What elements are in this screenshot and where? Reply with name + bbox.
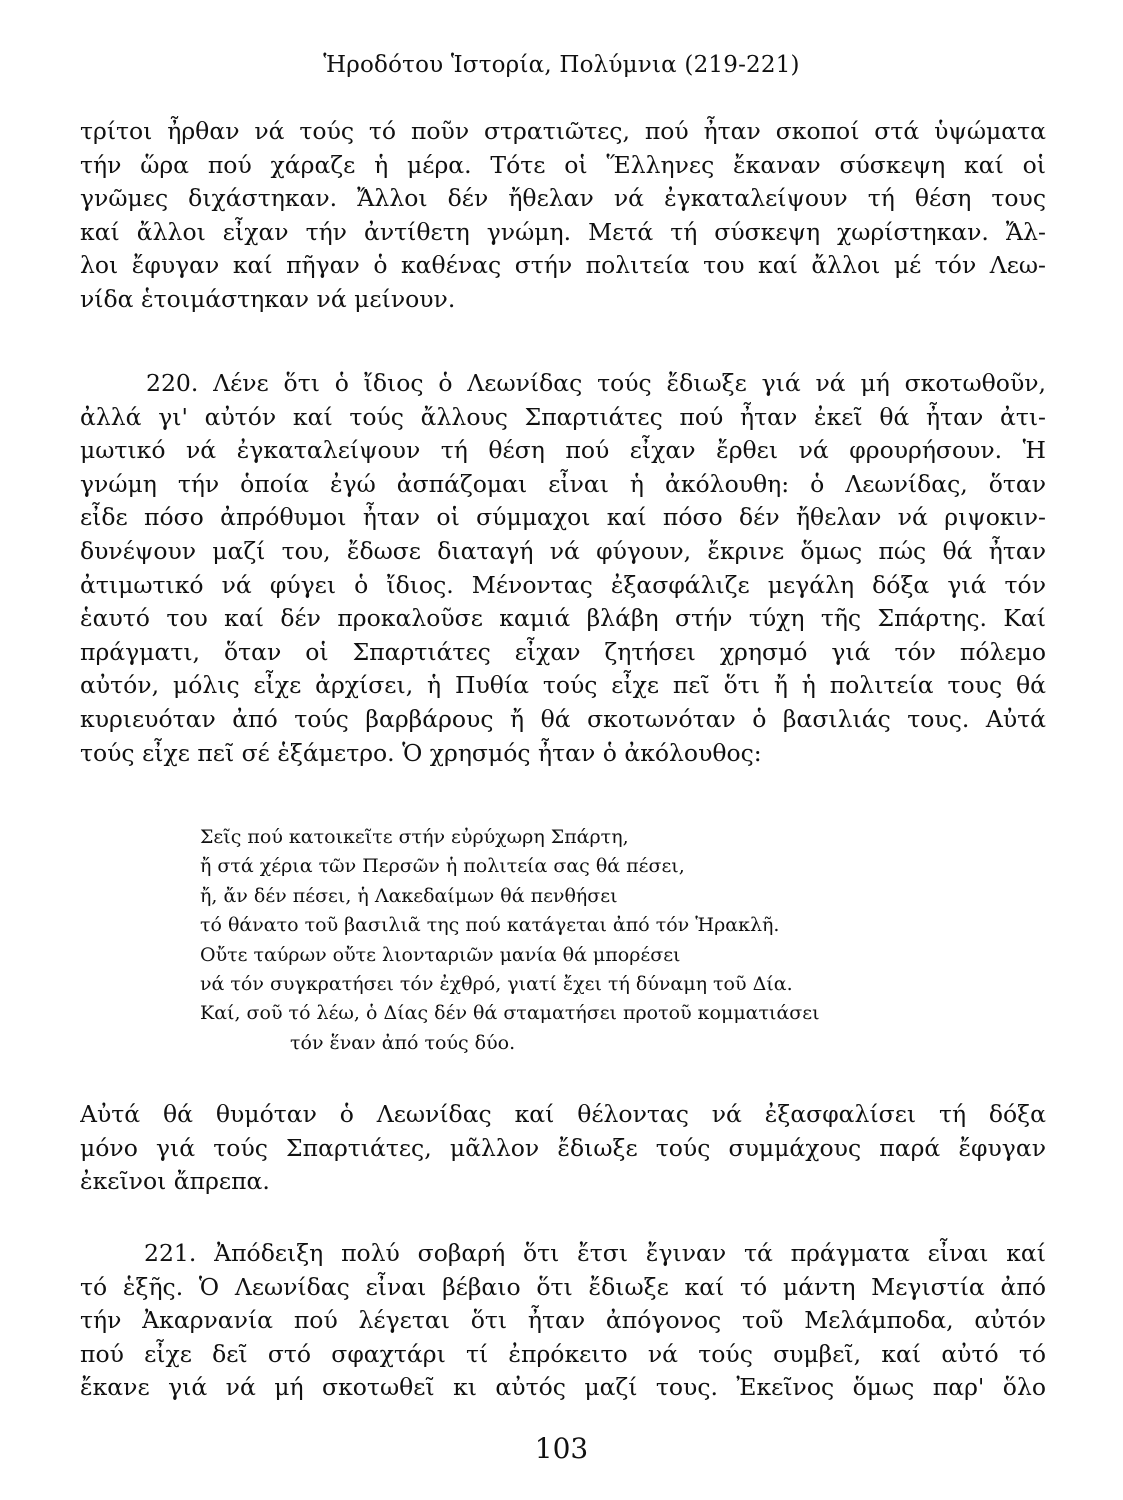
text-line: 221. Ἀπόδειξη πολύ σοβαρή ὅτι ἔτσι ἔγιναν τά πράγματα εἶναι καί [144,1239,1046,1267]
text-line: 220. Λένε ὅτι ὁ ἴδιος ὁ Λεωνίδας τούς ἔδιωξε γιά νά μή σκοτωθοῦν, [146,369,1046,397]
text-line: εἶδε πόσο ἀπρόθυμοι ἦταν οἱ σύμμαχοι καί πόσο δέν ἤθελαν νά ριψοκιν- [80,503,1046,532]
text-line: δυνέψουν μαζί του, ἔδωσε διαταγή νά φύγουν, ἔκρινε ὅμως πώς θά ἦταν [80,536,1046,565]
text-line: τό ἑξῆς. Ὁ Λεωνίδας εἶναι βέβαιο ὅτι ἔδιωξε καί τό μάντη Μεγιστία ἀπό [80,1272,1046,1301]
text-line: γνώμη τήν ὁποία ἐγώ ἀσπάζομαι εἶναι ἡ ἀκόλουθη: ὁ Λεωνίδας, ὅταν [80,469,1046,498]
text-line: ἀτιμωτικό νά φύγει ὁ ἴδιος. Μένοντας ἐξασφάλιζε μεγάλη δόξα γιά τόν [80,570,1046,599]
paragraph-after-oracle [80,1098,1046,1199]
text-line: λοι ἔφυγαν καί πῆγαν ὁ καθένας στήν πολιτεία του καί ἄλλοι μέ τόν Λεω- [80,251,1046,280]
text-line: τούς εἶχε πεῖ σέ ἑξάμετρο. Ὁ χρησμός ἦταν ὁ ἀκόλουθος: [80,738,762,767]
text-line: Αὐτά θά θυμόταν ὁ Λεωνίδας καί θέλοντας νά ἐξασφαλίσει τή δόξα [80,1100,1046,1128]
text-line: μόνο γιά τούς Σπαρτιάτες, μᾶλλον ἔδιωξε τούς συμμάχους παρά ἔφυγαν [80,1133,1046,1162]
text-line: ἑαυτό του καί δέν προκαλοῦσε καμιά βλάβη στήν τύχη τῆς Σπάρτης. Καί [80,604,1046,633]
oracle-verse [200,823,1000,1058]
paragraph-section-221 [80,1237,1046,1405]
running-header: Ἡροδότου Ἱστορία, Πολύμνια (219-221) [323,52,800,78]
text-line: μωτικό νά ἐγκαταλείψουν τή θέση πού εἶχαν ἔρθει νά φρουρήσουν. Ἡ [80,436,1046,465]
text-line: τήν ὥρα πού χάραζε ἡ μέρα. Τότε οἱ Ἕλληνες ἔκαναν σύσκεψη καί οἱ [80,150,1046,179]
text-line: ἀλλά γι' αὐτόν καί τούς ἄλλους Σπαρτιάτες πού ἦταν ἐκεῖ θά ἦταν ἀτι- [80,402,1046,431]
verse-line: Οὔτε ταύρων οὔτε λιονταριῶν μανία θά μπορέσει [200,943,681,966]
verse-line: Σεῖς πού κατοικεῖτε στήν εὐρύχωρη Σπάρτη, [200,826,629,848]
verse-line: ἤ, ἄν δέν πέσει, ἡ Λακεδαίμων θά πενθήσει [200,884,618,907]
verse-line: Καί, σοῦ τό λέω, ὁ Δίας δέν θά σταματήσει προτοῦ κομματιάσει [200,1002,820,1025]
page-number: 103 [534,1432,589,1465]
verse-line: νά τόν συγκρατήσει τόν ἐχθρό, γιατί ἔχει τή δύναμη τοῦ Δία. [200,972,793,995]
text-line: πράγματι, ὅταν οἱ Σπαρτιάτες εἶχαν ζητήσει χρησμό γιά τόν πόλεμο [80,637,1046,666]
text-line: τρίτοι ἦρθαν νά τούς τό ποῦν στρατιῶτες, πού ἦταν σκοποί στά ὑψώματα [80,117,1046,145]
text-line: πού εἶχε δεῖ στό σφαχτάρι τί ἐπρόκειτο νά τούς συμβεῖ, καί αὐτό τό [80,1339,1046,1368]
text-line: καί ἄλλοι εἶχαν τήν ἀντίθετη γνώμη. Μετά τή σύσκεψη χωρίστηκαν. Ἄλ- [80,217,1046,246]
paragraph-section-220 [80,367,1046,770]
verse-line: ἤ στά χέρια τῶν Περσῶν ἡ πολιτεία σας θά πέσει, [200,855,685,878]
text-line: κυριευόταν ἀπό τούς βαρβάρους ἤ θά σκοτωνόταν ὁ βασιλιάς τους. Αὐτά [80,704,1046,733]
text-line: ἔκανε γιά νά μή σκοτωθεῖ κι αὐτός μαζί τους. Ἐκεῖνος ὅμως παρ' ὅλο [80,1373,1046,1402]
text-line: νίδα ἑτοιμάστηκαν νά μείνουν. [80,284,456,313]
text-line: τήν Ἀκαρνανία πού λέγεται ὅτι ἦταν ἀπόγονος τοῦ Μελάμποδα, αὐτόν [80,1306,1046,1335]
text-line: ἐκεῖνοι ἄπρεπα. [80,1167,270,1196]
verse-line: τόν ἕναν ἀπό τούς δύο. [290,1031,516,1054]
verse-line: τό θάνατο τοῦ βασιλιᾶ της πού κατάγεται ἀπό τόν Ἡρακλῆ. [200,914,780,937]
paragraph-continuation [80,115,1046,317]
text-line: γνῶμες διχάστηκαν. Ἄλλοι δέν ἤθελαν νά ἐγκαταλείψουν τή θέση τους [80,184,1046,213]
text-line: αὐτόν, μόλις εἶχε ἀρχίσει, ἡ Πυθία τούς εἶχε πεῖ ὅτι ἤ ἡ πολιτεία τους θά [80,671,1046,700]
